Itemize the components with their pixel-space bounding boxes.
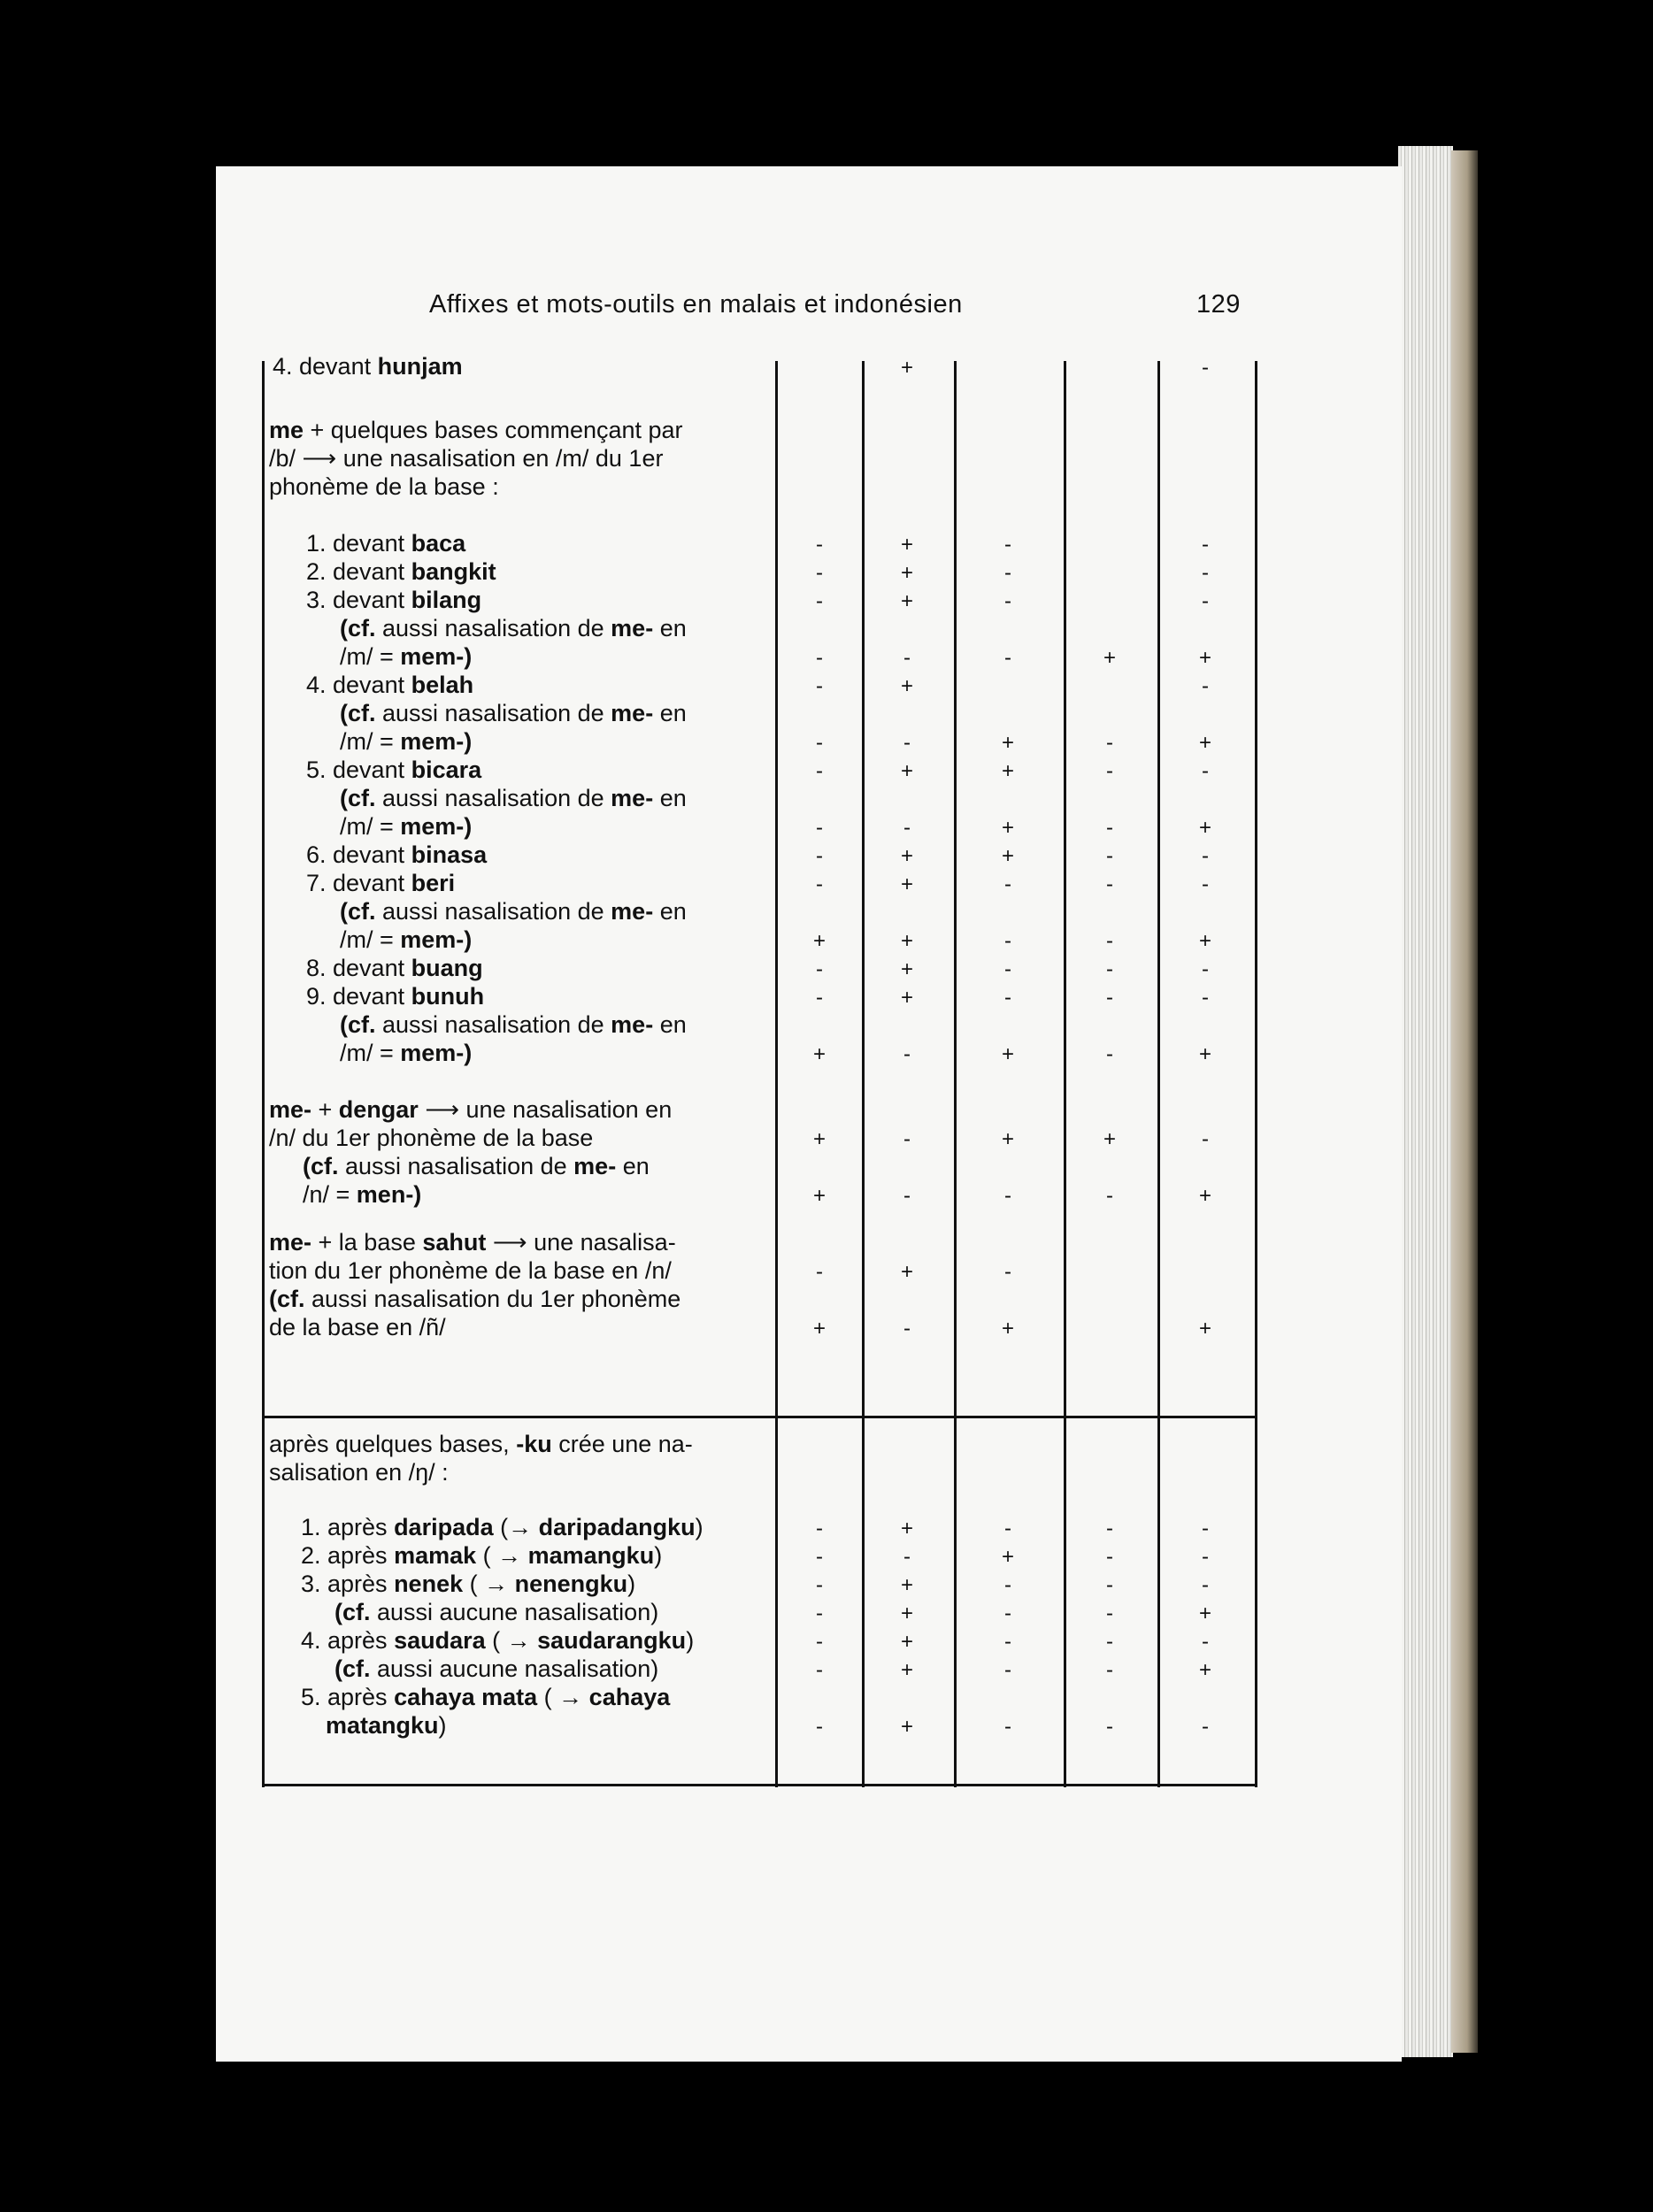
- table-cell-mark: -: [1202, 356, 1209, 380]
- table-cell-mark: +: [1198, 816, 1211, 840]
- table-cell-mark: -: [1004, 1260, 1011, 1284]
- table-cell-mark: -: [1106, 1042, 1113, 1066]
- table-cell-mark: +: [1198, 1184, 1211, 1208]
- table-row-text: [334, 1598, 658, 1626]
- text-segment: (: [493, 1514, 509, 1540]
- text-segment: aussi nasalisation de: [375, 615, 611, 641]
- column-divider: [775, 361, 778, 1787]
- table-cell-mark: -: [1004, 1658, 1011, 1682]
- table-cell-mark: -: [816, 957, 823, 981]
- table-cell-mark: -: [1106, 1184, 1113, 1208]
- bold-term: beri: [411, 870, 456, 896]
- table-row-text: [269, 1124, 593, 1152]
- table-border-right: [1255, 361, 1257, 1787]
- table-cell-mark: -: [1202, 561, 1209, 585]
- bold-term: -ku: [516, 1431, 552, 1457]
- table-cell-mark: -: [1202, 589, 1209, 613]
- table-cell-mark: -: [816, 1260, 823, 1284]
- bold-term: baca: [411, 530, 466, 557]
- text-segment: aussi nasalisation du 1er phonème: [304, 1286, 681, 1312]
- text-segment: /m/ =: [340, 1040, 401, 1066]
- text-segment: +: [311, 1096, 339, 1123]
- table-cell-mark: -: [816, 1573, 823, 1597]
- table-cell-mark: -: [816, 816, 823, 840]
- table-row-text: [306, 982, 484, 1010]
- table-cell-mark: -: [1106, 759, 1113, 783]
- table-cell-mark: +: [900, 561, 913, 585]
- bold-term: bilang: [411, 587, 482, 613]
- text-segment: /m/ =: [340, 643, 401, 670]
- table-cell-mark: +: [812, 1127, 826, 1151]
- text-segment: de la base en /ñ/: [269, 1314, 446, 1340]
- table-cell-mark: +: [900, 1517, 913, 1540]
- table-cell-mark: -: [1106, 986, 1113, 1010]
- table-row-text: [340, 897, 687, 926]
- table-cell-mark: -: [903, 1042, 911, 1066]
- text-segment: salisation en /ŋ/ :: [269, 1459, 449, 1486]
- table-cell-mark: -: [1004, 533, 1011, 557]
- table-cell-mark: -: [1202, 1573, 1209, 1597]
- text-segment: en: [653, 898, 687, 925]
- text-segment: /m/ =: [340, 728, 401, 755]
- table-cell-mark: -: [816, 1517, 823, 1540]
- table-cell-mark: +: [900, 1658, 913, 1682]
- table-cell-mark: -: [1004, 957, 1011, 981]
- column-divider: [1064, 361, 1066, 1787]
- text-segment: (: [476, 1542, 498, 1569]
- bold-term: mem-): [400, 926, 473, 953]
- table-cell-mark: -: [1106, 1573, 1113, 1597]
- table-border-bottom: [262, 1784, 1257, 1786]
- table-cell-mark: -: [1202, 1127, 1209, 1151]
- table-cell-mark: -: [1106, 872, 1113, 896]
- table-cell-mark: -: [1004, 986, 1011, 1010]
- table-cell-mark: +: [900, 986, 913, 1010]
- bold-term: (cf.: [269, 1286, 305, 1312]
- table-row-text: [269, 1458, 449, 1486]
- table-cell-mark: -: [816, 1545, 823, 1569]
- text-segment: 8. devant: [306, 955, 411, 981]
- bold-term: matangku: [326, 1712, 439, 1739]
- table-cell-mark: -: [1004, 1601, 1011, 1625]
- bold-term: men-): [356, 1181, 422, 1208]
- table-cell-mark: +: [1198, 731, 1211, 755]
- bold-term: me-: [573, 1153, 617, 1179]
- bold-term: hunjam: [377, 353, 463, 380]
- table-cell-mark: +: [1198, 929, 1211, 953]
- column-divider: [1157, 361, 1160, 1787]
- table-cell-mark: +: [1001, 1545, 1014, 1569]
- table-cell-mark: +: [900, 1601, 913, 1625]
- table-cell-mark: +: [1001, 1042, 1014, 1066]
- table-cell-mark: -: [1202, 844, 1209, 868]
- column-divider: [862, 361, 865, 1787]
- text-segment: après quelques bases,: [269, 1431, 517, 1457]
- text-segment: ): [438, 1712, 447, 1739]
- table-row-text: [306, 869, 455, 897]
- text-segment: aussi aucune nasalisation): [370, 1655, 659, 1682]
- table-cell-mark: -: [1202, 674, 1209, 698]
- table-row-text: [301, 1513, 703, 1541]
- table-cell-mark: -: [903, 646, 911, 670]
- table-row-text: [306, 586, 481, 614]
- table-cell-mark: -: [1004, 1573, 1011, 1597]
- table-cell-mark: -: [816, 1630, 823, 1654]
- table-cell-mark: -: [1004, 561, 1011, 585]
- table-cell-mark: -: [816, 731, 823, 755]
- table-row-text: [340, 812, 472, 841]
- bold-term: mem-): [400, 728, 473, 755]
- table-row-text: [303, 1152, 650, 1180]
- text-segment: en: [653, 700, 687, 726]
- table-row-text: [340, 926, 472, 954]
- table-cell-mark: -: [1202, 957, 1209, 981]
- table-cell-mark: +: [900, 872, 913, 896]
- text-segment: 5. devant: [306, 757, 411, 783]
- table-cell-mark: +: [1198, 1317, 1211, 1340]
- table-cell-mark: -: [1202, 759, 1209, 783]
- table-cell-mark: -: [1106, 929, 1113, 953]
- text-segment: + la base: [311, 1229, 423, 1256]
- table-row-text: [269, 1313, 446, 1341]
- table-cell-mark: -: [1004, 929, 1011, 953]
- table-cell-mark: -: [903, 1317, 911, 1340]
- bold-term: bunuh: [411, 983, 485, 1010]
- bold-term: → cahaya: [558, 1684, 671, 1710]
- table-cell-mark: -: [903, 1127, 911, 1151]
- table-cell-mark: -: [816, 561, 823, 585]
- bold-term: me-: [611, 1011, 654, 1038]
- bold-term: (cf.: [340, 615, 376, 641]
- table-cell-mark: -: [816, 1658, 823, 1682]
- text-segment: ): [695, 1514, 703, 1540]
- text-segment: 4. devant: [306, 672, 411, 698]
- table-cell-mark: -: [903, 816, 911, 840]
- table-row-text: [306, 529, 465, 557]
- book-spine-edge: [1451, 150, 1478, 2053]
- table-cell-mark: -: [1202, 872, 1209, 896]
- bold-term: bangkit: [411, 558, 496, 585]
- table-row-text: [269, 444, 663, 472]
- text-segment: 6. devant: [306, 841, 411, 868]
- table-row-text: [269, 1256, 672, 1285]
- table-cell-mark: -: [1106, 1715, 1113, 1739]
- table-cell-mark: -: [1202, 1630, 1209, 1654]
- table-row-text: [340, 614, 687, 642]
- table-cell-mark: -: [1202, 533, 1209, 557]
- table-cell-mark: +: [900, 533, 913, 557]
- text-segment: 3. après: [301, 1571, 395, 1597]
- bold-term: me-: [269, 1096, 312, 1123]
- text-segment: aussi nasalisation de: [375, 700, 611, 726]
- table-row-text: [303, 1180, 421, 1209]
- table-cell-mark: +: [900, 759, 913, 783]
- table-cell-mark: -: [1106, 1630, 1113, 1654]
- table-cell-mark: -: [903, 1184, 911, 1208]
- table-row-text: [340, 642, 472, 671]
- table-cell-mark: -: [1004, 1184, 1011, 1208]
- table-cell-mark: -: [1004, 1715, 1011, 1739]
- text-segment: tion du 1er phonème de la base en /n/: [269, 1257, 672, 1284]
- table-cell-mark: -: [816, 986, 823, 1010]
- table-cell-mark: +: [900, 356, 913, 380]
- bold-term: → daripadangku: [508, 1514, 696, 1540]
- section-divider: [262, 1416, 1257, 1418]
- table-cell-mark: -: [816, 1601, 823, 1625]
- text-segment: /b/ ⟶ une nasalisation en /m/ du 1er: [269, 445, 664, 472]
- text-segment: /m/ =: [340, 813, 401, 840]
- table-cell-mark: +: [1001, 1127, 1014, 1151]
- bold-term: daripada: [394, 1514, 494, 1540]
- text-segment: ): [627, 1571, 636, 1597]
- table-cell-mark: -: [816, 872, 823, 896]
- text-segment: + quelques bases commençant par: [304, 417, 683, 443]
- text-segment: 2. après: [301, 1542, 395, 1569]
- bold-term: (cf.: [303, 1153, 339, 1179]
- table-cell-mark: +: [1001, 844, 1014, 868]
- bold-term: mem-): [400, 1040, 473, 1066]
- table-cell-mark: -: [1106, 844, 1113, 868]
- bold-term: me-: [611, 785, 654, 811]
- table-cell-mark: +: [1198, 1042, 1211, 1066]
- table-cell-mark: -: [1202, 1517, 1209, 1540]
- text-segment: 9. devant: [306, 983, 411, 1010]
- bold-term: me: [269, 417, 304, 443]
- table-cell-mark: +: [900, 589, 913, 613]
- table-row-text: [273, 352, 463, 380]
- table-cell-mark: -: [1202, 1715, 1209, 1739]
- bold-term: me-: [611, 898, 654, 925]
- text-segment: ⟶ une nasalisa-: [486, 1229, 676, 1256]
- text-segment: aussi nasalisation de: [375, 1011, 611, 1038]
- text-segment: /n/ =: [303, 1181, 357, 1208]
- table-cell-mark: +: [1198, 1601, 1211, 1625]
- table-cell-mark: +: [1001, 816, 1014, 840]
- bold-term: → mamangku: [497, 1542, 655, 1569]
- table-row-text: [301, 1683, 670, 1711]
- table-row-text: [306, 841, 487, 869]
- table-cell-mark: -: [1004, 1517, 1011, 1540]
- text-segment: 7. devant: [306, 870, 411, 896]
- table-row-text: [306, 756, 481, 784]
- table-row-text: [269, 1430, 693, 1458]
- table-row-text: [269, 1228, 676, 1256]
- bold-term: saudara: [394, 1627, 486, 1654]
- table-cell-mark: +: [812, 1042, 826, 1066]
- table-row-text: [269, 1285, 680, 1313]
- table-cell-mark: -: [1004, 1630, 1011, 1654]
- bold-term: me-: [269, 1229, 312, 1256]
- table-cell-mark: -: [1106, 957, 1113, 981]
- text-segment: 2. devant: [306, 558, 411, 585]
- text-segment: (: [463, 1571, 485, 1597]
- bold-term: binasa: [411, 841, 488, 868]
- table-cell-mark: +: [1103, 646, 1116, 670]
- text-segment: 1. après: [301, 1514, 395, 1540]
- text-segment: ⟶ une nasalisation en: [418, 1096, 673, 1123]
- table-cell-mark: +: [1001, 731, 1014, 755]
- text-segment: 3. devant: [306, 587, 411, 613]
- table-cell-mark: -: [816, 589, 823, 613]
- bold-term: → saudarangku: [506, 1627, 687, 1654]
- table-cell-mark: -: [1106, 816, 1113, 840]
- table-row-text: [301, 1541, 662, 1570]
- bold-term: mamak: [394, 1542, 477, 1569]
- table-cell-mark: -: [1106, 1658, 1113, 1682]
- table-cell-mark: +: [900, 957, 913, 981]
- table-cell-mark: -: [903, 731, 911, 755]
- table-cell-mark: -: [816, 844, 823, 868]
- bold-term: cahaya mata: [394, 1684, 538, 1710]
- running-title: Affixes et mots-outils en malais et indonésien: [429, 290, 963, 319]
- table-cell-mark: +: [900, 929, 913, 953]
- table-cell-mark: +: [812, 929, 826, 953]
- table-cell-mark: +: [900, 1260, 913, 1284]
- bold-term: (cf.: [340, 898, 376, 925]
- text-segment: aussi nasalisation de: [375, 785, 611, 811]
- table-cell-mark: -: [1004, 589, 1011, 613]
- table-cell-mark: -: [1202, 1545, 1209, 1569]
- table-cell-mark: +: [812, 1317, 826, 1340]
- table-cell-mark: +: [1198, 646, 1211, 670]
- bold-term: sahut: [422, 1229, 487, 1256]
- table-cell-mark: -: [816, 674, 823, 698]
- text-segment: /n/ du 1er phonème de la base: [269, 1125, 594, 1151]
- text-segment: (: [537, 1684, 559, 1710]
- table-cell-mark: -: [816, 759, 823, 783]
- table-row-text: [340, 1010, 687, 1039]
- table-cell-mark: -: [1106, 1517, 1113, 1540]
- text-segment: phonème de la base :: [269, 473, 499, 500]
- table-cell-mark: -: [903, 1545, 911, 1569]
- bold-term: buang: [411, 955, 483, 981]
- table-row-text: [269, 416, 683, 444]
- bold-term: (cf.: [340, 1011, 376, 1038]
- table-cell-mark: +: [1103, 1127, 1116, 1151]
- table-cell-mark: -: [1106, 1601, 1113, 1625]
- table-border-left: [262, 361, 265, 1787]
- table-cell-mark: +: [1198, 1658, 1211, 1682]
- table-row-text: [269, 1095, 672, 1124]
- bold-term: bicara: [411, 757, 482, 783]
- table-cell-mark: +: [812, 1184, 826, 1208]
- bold-term: me-: [611, 700, 654, 726]
- table-cell-mark: +: [900, 1630, 913, 1654]
- bold-term: me-: [611, 615, 654, 641]
- table-row-text: [326, 1711, 447, 1740]
- text-segment: en: [616, 1153, 650, 1179]
- bold-term: mem-): [400, 813, 473, 840]
- text-segment: en: [653, 1011, 687, 1038]
- table-row-text: [306, 954, 483, 982]
- table-cell-mark: -: [1106, 731, 1113, 755]
- text-segment: crée une na-: [551, 1431, 693, 1457]
- table-row-text: [334, 1655, 658, 1683]
- table-cell-mark: -: [816, 533, 823, 557]
- affix-table: [262, 353, 1257, 1787]
- table-row-text: [340, 784, 687, 812]
- text-segment: aussi aucune nasalisation): [370, 1599, 659, 1625]
- table-cell-mark: -: [1202, 986, 1209, 1010]
- page-edges: [1398, 146, 1453, 2057]
- bold-term: mem-): [400, 643, 473, 670]
- bold-term: (cf.: [340, 700, 376, 726]
- text-segment: 4. devant: [273, 353, 378, 380]
- table-cell-mark: -: [816, 646, 823, 670]
- text-segment: 5. après: [301, 1684, 395, 1710]
- text-segment: /m/ =: [340, 926, 401, 953]
- bold-term: (cf.: [340, 785, 376, 811]
- table-row-text: [269, 472, 499, 501]
- table-row-text: [301, 1570, 635, 1598]
- text-segment: en: [653, 615, 687, 641]
- table-cell-mark: -: [816, 1715, 823, 1739]
- text-segment: en: [653, 785, 687, 811]
- bold-term: → nenengku: [484, 1571, 628, 1597]
- text-segment: aussi nasalisation de: [375, 898, 611, 925]
- bold-term: (cf.: [334, 1655, 371, 1682]
- text-segment: (: [485, 1627, 507, 1654]
- table-cell-mark: +: [900, 674, 913, 698]
- text-segment: aussi nasalisation de: [338, 1153, 574, 1179]
- bold-term: dengar: [338, 1096, 419, 1123]
- table-cell-mark: -: [1004, 646, 1011, 670]
- text-segment: ): [654, 1542, 663, 1569]
- bold-term: (cf.: [334, 1599, 371, 1625]
- bold-term: nenek: [394, 1571, 464, 1597]
- table-cell-mark: -: [1004, 872, 1011, 896]
- page-number: 129: [1196, 290, 1241, 319]
- table-row-text: [340, 699, 687, 727]
- table-cell-mark: -: [1106, 1545, 1113, 1569]
- table-row-text: [306, 671, 473, 699]
- table-row-text: [306, 557, 496, 586]
- table-cell-mark: +: [1001, 1317, 1014, 1340]
- text-segment: 1. devant: [306, 530, 411, 557]
- table-cell-mark: +: [900, 844, 913, 868]
- table-row-text: [340, 727, 472, 756]
- table-cell-mark: +: [900, 1573, 913, 1597]
- table-cell-mark: +: [1001, 759, 1014, 783]
- table-row-text: [340, 1039, 472, 1067]
- column-divider: [954, 361, 957, 1787]
- table-cell-mark: +: [900, 1715, 913, 1739]
- bold-term: belah: [411, 672, 474, 698]
- text-segment: ): [686, 1627, 695, 1654]
- table-row-text: [301, 1626, 694, 1655]
- text-segment: 4. après: [301, 1627, 395, 1654]
